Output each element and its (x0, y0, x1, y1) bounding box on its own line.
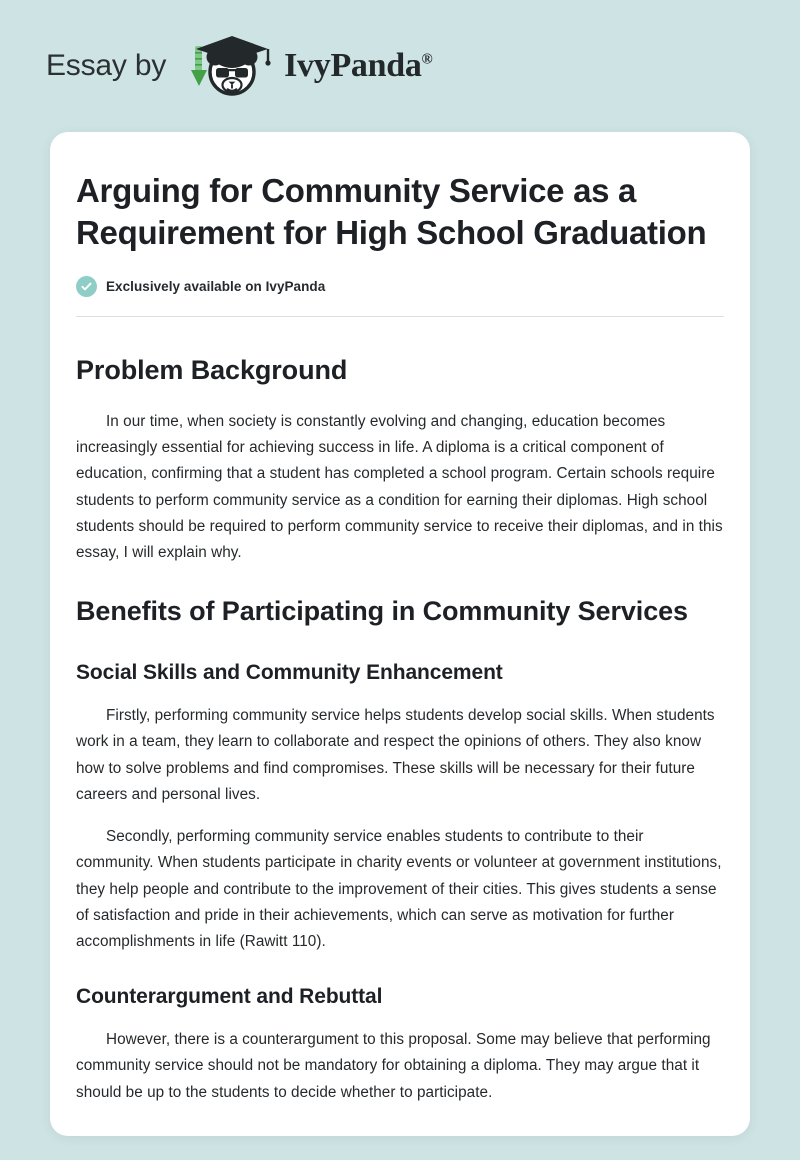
paragraph: Secondly, performing community service enables students to contribute to their community. When students participate in charity events or volunteer at government institutions, they help people and contribute to the improvement of their cities. This gives students a sense of satisfaction and pride in their achievements, which can serve as motivation for further accomplishments in life (Rawitt 110). (76, 828, 722, 951)
section-heading-counterargument: Counterargument and Rebuttal (76, 984, 383, 1008)
section-heading-benefits: Benefits of Participating in Community Services (76, 596, 688, 627)
ivypanda-wordmark (284, 49, 432, 83)
section-heading-social-skills: Social Skills and Community Enhancement (76, 660, 503, 684)
registered-trademark-mark: ® (421, 51, 433, 68)
brand-header (0, 0, 800, 132)
page-title: Arguing for Community Service as a Requirement for High School Graduation (76, 172, 707, 252)
ivypanda-brand-mark[interactable] (180, 32, 432, 100)
section-heading-problem-background: Problem Background (76, 355, 348, 386)
paragraph: In our time, when society is constantly evolving and changing, education becomes increasingly essential for achieving success in life. A diploma is a critical component of education, confirming that a student has completed a school program. Certain schools require students to perform community service as a condition for earning their diplomas. High school students should be required to perform community service to receive their diplomas, and in this essay, I will explain why. (76, 412, 723, 562)
essay-body (76, 317, 724, 1105)
check-circle-icon (76, 276, 97, 297)
brand-name-text: IvyPanda (284, 47, 422, 84)
essay-paper-card (50, 132, 750, 1136)
paragraph: Firstly, performing community service helps students develop social skills. When students work in a team, they learn to collaborate and respect the opinions of others. They also know how to solve problems and find compromises. These skills will be necessary for their future careers and personal lives. (76, 706, 715, 803)
essay-by-label: Essay by (46, 49, 167, 82)
exclusive-availability-badge (76, 276, 724, 297)
brand-lockup[interactable] (46, 32, 432, 100)
paragraph: However, there is a counterargument to this proposal. Some may believe that performing community service should not be mandatory for obtaining a diploma. They may argue that it should be up to the students to decide whether to participate. (76, 1030, 711, 1101)
exclusive-availability-label: Exclusively available on IvyPanda (106, 279, 326, 295)
ivypanda-panda-graduation-logo-icon (180, 32, 276, 100)
